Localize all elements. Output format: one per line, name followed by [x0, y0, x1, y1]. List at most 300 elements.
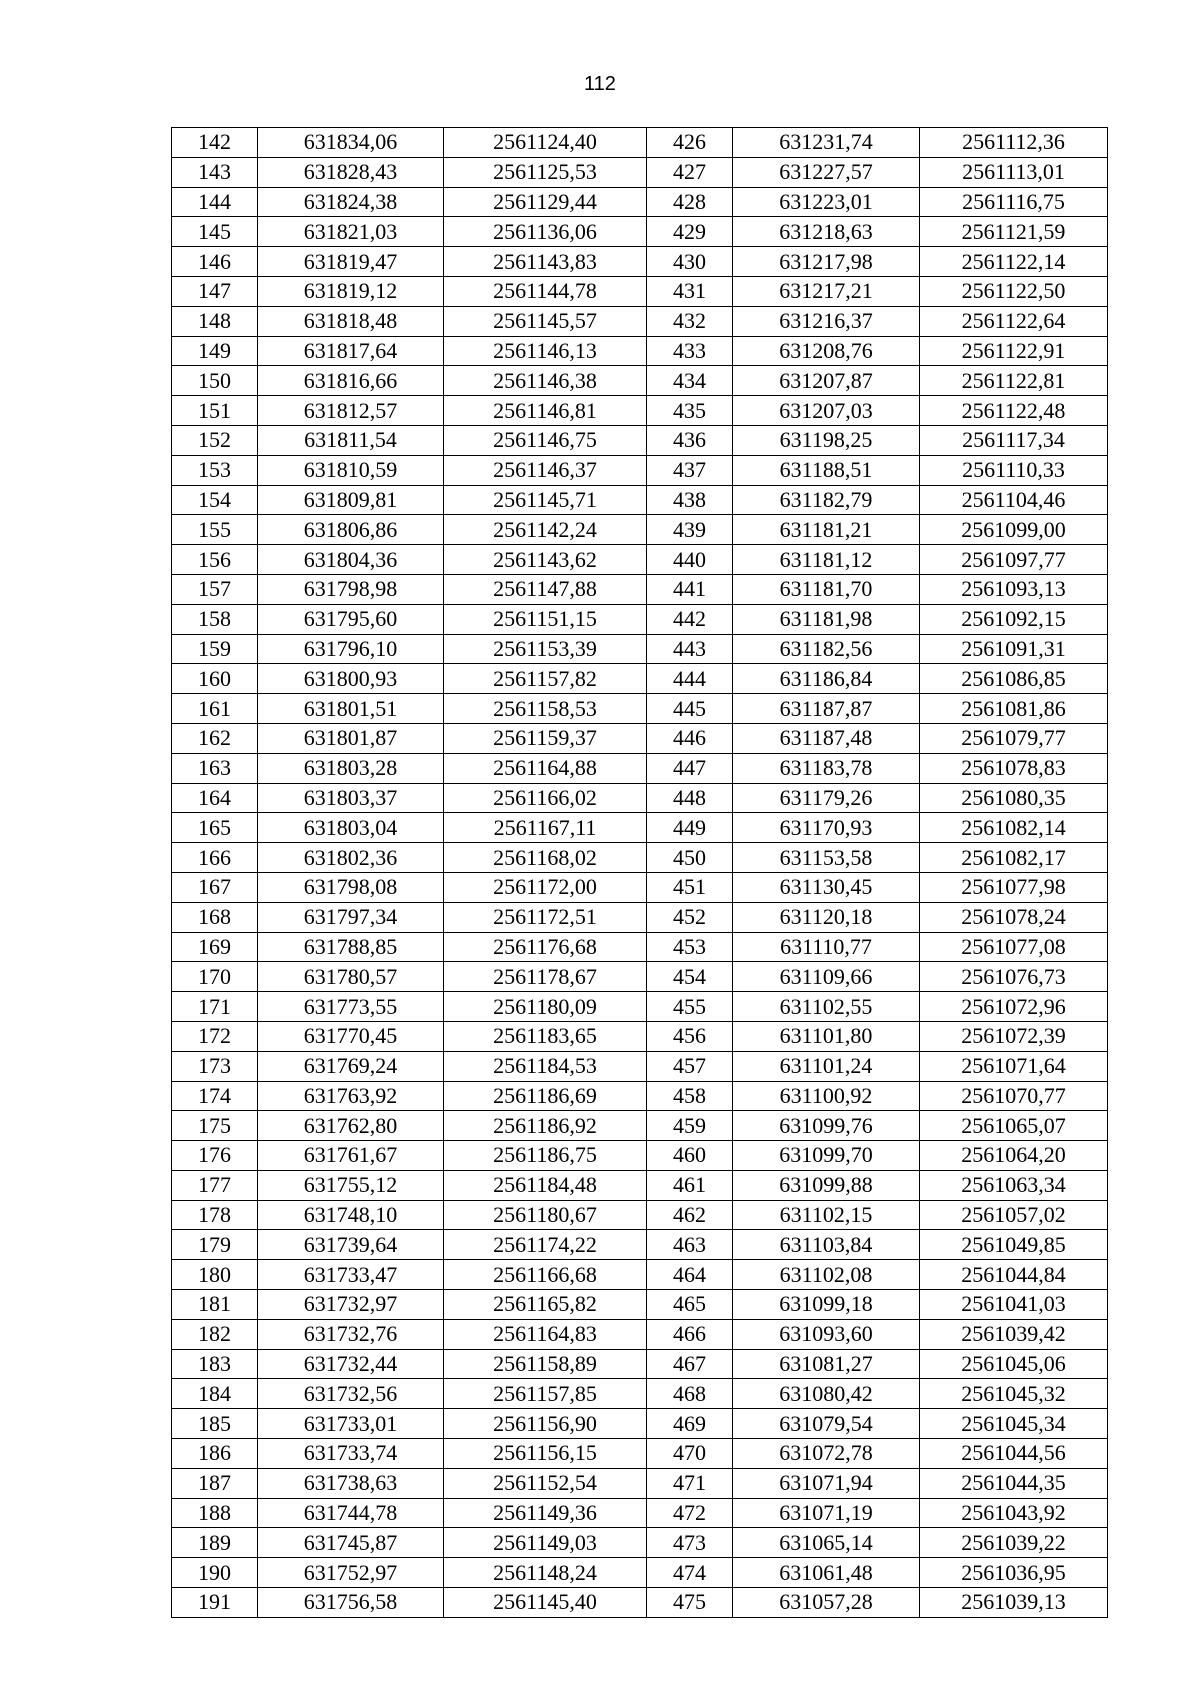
x-coordinate-cell: 631099,76 — [733, 1111, 920, 1141]
y-coordinate-cell: 2561078,83 — [920, 753, 1108, 783]
x-coordinate-cell: 631216,37 — [733, 306, 920, 336]
y-coordinate-cell: 2561164,83 — [444, 1319, 647, 1349]
x-coordinate-cell: 631773,55 — [258, 992, 444, 1022]
point-number-cell: 179 — [172, 1230, 258, 1260]
y-coordinate-cell: 2561093,13 — [920, 574, 1108, 604]
point-number-cell: 457 — [647, 1051, 733, 1081]
table-row — [172, 574, 1108, 604]
y-coordinate-cell: 2561149,03 — [444, 1528, 647, 1558]
x-coordinate-cell: 631153,58 — [733, 843, 920, 873]
y-coordinate-cell: 2561092,15 — [920, 604, 1108, 634]
y-coordinate-cell: 2561146,81 — [444, 396, 647, 426]
point-number-cell: 157 — [172, 574, 258, 604]
table-row — [172, 1230, 1108, 1260]
point-number-cell: 426 — [647, 128, 733, 158]
point-number-cell: 469 — [647, 1409, 733, 1439]
y-coordinate-cell: 2561143,62 — [444, 545, 647, 575]
point-number-cell: 145 — [172, 217, 258, 247]
x-coordinate-cell: 631182,79 — [733, 485, 920, 515]
point-number-cell: 438 — [647, 485, 733, 515]
y-coordinate-cell: 2561045,06 — [920, 1349, 1108, 1379]
point-number-cell: 455 — [647, 992, 733, 1022]
y-coordinate-cell: 2561129,44 — [444, 187, 647, 217]
table-row — [172, 306, 1108, 336]
table-row — [172, 1170, 1108, 1200]
point-number-cell: 159 — [172, 634, 258, 664]
point-number-cell: 464 — [647, 1260, 733, 1290]
x-coordinate-cell: 631795,60 — [258, 604, 444, 634]
x-coordinate-cell: 631812,57 — [258, 396, 444, 426]
point-number-cell: 437 — [647, 455, 733, 485]
x-coordinate-cell: 631071,94 — [733, 1468, 920, 1498]
x-coordinate-cell: 631816,66 — [258, 366, 444, 396]
point-number-cell: 190 — [172, 1558, 258, 1588]
x-coordinate-cell: 631803,37 — [258, 783, 444, 813]
x-coordinate-cell: 631187,48 — [733, 723, 920, 753]
x-coordinate-cell: 631803,28 — [258, 753, 444, 783]
point-number-cell: 446 — [647, 723, 733, 753]
point-number-cell: 142 — [172, 128, 258, 158]
point-number-cell: 191 — [172, 1588, 258, 1618]
point-number-cell: 154 — [172, 485, 258, 515]
point-number-cell: 156 — [172, 545, 258, 575]
x-coordinate-cell: 631207,87 — [733, 366, 920, 396]
x-coordinate-cell: 631809,81 — [258, 485, 444, 515]
x-coordinate-cell: 631130,45 — [733, 872, 920, 902]
point-number-cell: 450 — [647, 843, 733, 873]
y-coordinate-cell: 2561081,86 — [920, 694, 1108, 724]
point-number-cell: 147 — [172, 276, 258, 306]
table-row — [172, 723, 1108, 753]
y-coordinate-cell: 2561080,35 — [920, 783, 1108, 813]
point-number-cell: 470 — [647, 1439, 733, 1469]
y-coordinate-cell: 2561165,82 — [444, 1290, 647, 1320]
y-coordinate-cell: 2561082,17 — [920, 843, 1108, 873]
x-coordinate-cell: 631817,64 — [258, 336, 444, 366]
table-row — [172, 1558, 1108, 1588]
x-coordinate-cell: 631182,56 — [733, 634, 920, 664]
point-number-cell: 143 — [172, 157, 258, 187]
y-coordinate-cell: 2561122,81 — [920, 366, 1108, 396]
x-coordinate-cell: 631745,87 — [258, 1528, 444, 1558]
point-number-cell: 151 — [172, 396, 258, 426]
y-coordinate-cell: 2561172,51 — [444, 902, 647, 932]
y-coordinate-cell: 2561180,67 — [444, 1200, 647, 1230]
point-number-cell: 460 — [647, 1141, 733, 1171]
point-number-cell: 449 — [647, 813, 733, 843]
y-coordinate-cell: 2561146,13 — [444, 336, 647, 366]
table-row — [172, 1111, 1108, 1141]
x-coordinate-cell: 631752,97 — [258, 1558, 444, 1588]
point-number-cell: 188 — [172, 1498, 258, 1528]
x-coordinate-cell: 631804,36 — [258, 545, 444, 575]
x-coordinate-cell: 631744,78 — [258, 1498, 444, 1528]
x-coordinate-cell: 631798,98 — [258, 574, 444, 604]
point-number-cell: 176 — [172, 1141, 258, 1171]
y-coordinate-cell: 2561180,09 — [444, 992, 647, 1022]
x-coordinate-cell: 631788,85 — [258, 932, 444, 962]
point-number-cell: 447 — [647, 753, 733, 783]
x-coordinate-cell: 631732,97 — [258, 1290, 444, 1320]
point-number-cell: 167 — [172, 872, 258, 902]
x-coordinate-cell: 631796,10 — [258, 634, 444, 664]
y-coordinate-cell: 2561097,77 — [920, 545, 1108, 575]
point-number-cell: 170 — [172, 962, 258, 992]
y-coordinate-cell: 2561110,33 — [920, 455, 1108, 485]
x-coordinate-cell: 631227,57 — [733, 157, 920, 187]
x-coordinate-cell: 631769,24 — [258, 1051, 444, 1081]
point-number-cell: 152 — [172, 425, 258, 455]
table-row — [172, 217, 1108, 247]
point-number-cell: 160 — [172, 664, 258, 694]
point-number-cell: 148 — [172, 306, 258, 336]
y-coordinate-cell: 2561186,69 — [444, 1081, 647, 1111]
y-coordinate-cell: 2561070,77 — [920, 1081, 1108, 1111]
x-coordinate-cell: 631824,38 — [258, 187, 444, 217]
y-coordinate-cell: 2561122,91 — [920, 336, 1108, 366]
point-number-cell: 189 — [172, 1528, 258, 1558]
x-coordinate-cell: 631828,43 — [258, 157, 444, 187]
point-number-cell: 458 — [647, 1081, 733, 1111]
y-coordinate-cell: 2561184,53 — [444, 1051, 647, 1081]
point-number-cell: 475 — [647, 1588, 733, 1618]
x-coordinate-cell: 631802,36 — [258, 843, 444, 873]
point-number-cell: 454 — [647, 962, 733, 992]
x-coordinate-cell: 631801,51 — [258, 694, 444, 724]
y-coordinate-cell: 2561063,34 — [920, 1170, 1108, 1200]
x-coordinate-cell: 631733,01 — [258, 1409, 444, 1439]
x-coordinate-cell: 631120,18 — [733, 902, 920, 932]
point-number-cell: 162 — [172, 723, 258, 753]
x-coordinate-cell: 631099,70 — [733, 1141, 920, 1171]
x-coordinate-cell: 631800,93 — [258, 664, 444, 694]
y-coordinate-cell: 2561152,54 — [444, 1468, 647, 1498]
x-coordinate-cell: 631101,80 — [733, 1021, 920, 1051]
y-coordinate-cell: 2561078,24 — [920, 902, 1108, 932]
point-number-cell: 439 — [647, 515, 733, 545]
table-row — [172, 813, 1108, 843]
table-row — [172, 872, 1108, 902]
y-coordinate-cell: 2561045,32 — [920, 1379, 1108, 1409]
point-number-cell: 466 — [647, 1319, 733, 1349]
point-number-cell: 153 — [172, 455, 258, 485]
table-row — [172, 515, 1108, 545]
table-row — [172, 157, 1108, 187]
table-row — [172, 366, 1108, 396]
y-coordinate-cell: 2561043,92 — [920, 1498, 1108, 1528]
y-coordinate-cell: 2561183,65 — [444, 1021, 647, 1051]
point-number-cell: 187 — [172, 1468, 258, 1498]
y-coordinate-cell: 2561122,50 — [920, 276, 1108, 306]
point-number-cell: 448 — [647, 783, 733, 813]
y-coordinate-cell: 2561122,64 — [920, 306, 1108, 336]
table-row — [172, 425, 1108, 455]
x-coordinate-cell: 631170,93 — [733, 813, 920, 843]
y-coordinate-cell: 2561116,75 — [920, 187, 1108, 217]
table-row — [172, 187, 1108, 217]
y-coordinate-cell: 2561125,53 — [444, 157, 647, 187]
y-coordinate-cell: 2561039,22 — [920, 1528, 1108, 1558]
y-coordinate-cell: 2561112,36 — [920, 128, 1108, 158]
x-coordinate-cell: 631099,88 — [733, 1170, 920, 1200]
x-coordinate-cell: 631102,08 — [733, 1260, 920, 1290]
y-coordinate-cell: 2561146,38 — [444, 366, 647, 396]
point-number-cell: 166 — [172, 843, 258, 873]
x-coordinate-cell: 631186,84 — [733, 664, 920, 694]
point-number-cell: 182 — [172, 1319, 258, 1349]
x-coordinate-cell: 631110,77 — [733, 932, 920, 962]
y-coordinate-cell: 2561186,92 — [444, 1111, 647, 1141]
y-coordinate-cell: 2561086,85 — [920, 664, 1108, 694]
table-row — [172, 1379, 1108, 1409]
x-coordinate-cell: 631763,92 — [258, 1081, 444, 1111]
point-number-cell: 467 — [647, 1349, 733, 1379]
point-number-cell: 158 — [172, 604, 258, 634]
table-row — [172, 902, 1108, 932]
point-number-cell: 463 — [647, 1230, 733, 1260]
y-coordinate-cell: 2561077,98 — [920, 872, 1108, 902]
x-coordinate-cell: 631739,64 — [258, 1230, 444, 1260]
point-number-cell: 461 — [647, 1170, 733, 1200]
y-coordinate-cell: 2561039,42 — [920, 1319, 1108, 1349]
y-coordinate-cell: 2561145,57 — [444, 306, 647, 336]
table-row — [172, 694, 1108, 724]
table-row — [172, 1409, 1108, 1439]
x-coordinate-cell: 631755,12 — [258, 1170, 444, 1200]
x-coordinate-cell: 631188,51 — [733, 455, 920, 485]
point-number-cell: 173 — [172, 1051, 258, 1081]
x-coordinate-cell: 631080,42 — [733, 1379, 920, 1409]
y-coordinate-cell: 2561045,34 — [920, 1409, 1108, 1439]
x-coordinate-cell: 631756,58 — [258, 1588, 444, 1618]
point-number-cell: 436 — [647, 425, 733, 455]
x-coordinate-cell: 631102,15 — [733, 1200, 920, 1230]
table-row — [172, 336, 1108, 366]
x-coordinate-cell: 631217,98 — [733, 247, 920, 277]
point-number-cell: 459 — [647, 1111, 733, 1141]
table-row — [172, 276, 1108, 306]
point-number-cell: 430 — [647, 247, 733, 277]
x-coordinate-cell: 631103,84 — [733, 1230, 920, 1260]
y-coordinate-cell: 2561145,71 — [444, 485, 647, 515]
y-coordinate-cell: 2561147,88 — [444, 574, 647, 604]
point-number-cell: 472 — [647, 1498, 733, 1528]
point-number-cell: 168 — [172, 902, 258, 932]
x-coordinate-cell: 631183,78 — [733, 753, 920, 783]
table-row — [172, 1021, 1108, 1051]
x-coordinate-cell: 631761,67 — [258, 1141, 444, 1171]
x-coordinate-cell: 631181,70 — [733, 574, 920, 604]
y-coordinate-cell: 2561041,03 — [920, 1290, 1108, 1320]
table-row — [172, 1200, 1108, 1230]
y-coordinate-cell: 2561039,13 — [920, 1588, 1108, 1618]
point-number-cell: 183 — [172, 1349, 258, 1379]
y-coordinate-cell: 2561148,24 — [444, 1558, 647, 1588]
y-coordinate-cell: 2561072,96 — [920, 992, 1108, 1022]
table-row — [172, 783, 1108, 813]
point-number-cell: 440 — [647, 545, 733, 575]
y-coordinate-cell: 2561186,75 — [444, 1141, 647, 1171]
x-coordinate-cell: 631733,74 — [258, 1439, 444, 1469]
x-coordinate-cell: 631811,54 — [258, 425, 444, 455]
point-number-cell: 181 — [172, 1290, 258, 1320]
x-coordinate-cell: 631818,48 — [258, 306, 444, 336]
y-coordinate-cell: 2561149,36 — [444, 1498, 647, 1528]
point-number-cell: 165 — [172, 813, 258, 843]
point-number-cell: 434 — [647, 366, 733, 396]
page-number: 112 — [584, 73, 616, 95]
y-coordinate-cell: 2561156,15 — [444, 1439, 647, 1469]
table-row — [172, 1081, 1108, 1111]
table-row — [172, 1498, 1108, 1528]
x-coordinate-cell: 631821,03 — [258, 217, 444, 247]
table-row — [172, 634, 1108, 664]
point-number-cell: 433 — [647, 336, 733, 366]
x-coordinate-cell: 631181,21 — [733, 515, 920, 545]
x-coordinate-cell: 631079,54 — [733, 1409, 920, 1439]
x-coordinate-cell: 631057,28 — [733, 1588, 920, 1618]
y-coordinate-cell: 2561071,64 — [920, 1051, 1108, 1081]
x-coordinate-cell: 631732,76 — [258, 1319, 444, 1349]
y-coordinate-cell: 2561146,37 — [444, 455, 647, 485]
x-coordinate-cell: 631748,10 — [258, 1200, 444, 1230]
point-number-cell: 435 — [647, 396, 733, 426]
y-coordinate-cell: 2561049,85 — [920, 1230, 1108, 1260]
point-number-cell: 161 — [172, 694, 258, 724]
point-number-cell: 429 — [647, 217, 733, 247]
x-coordinate-cell: 631218,63 — [733, 217, 920, 247]
y-coordinate-cell: 2561065,07 — [920, 1111, 1108, 1141]
point-number-cell: 149 — [172, 336, 258, 366]
point-number-cell: 172 — [172, 1021, 258, 1051]
y-coordinate-cell: 2561168,02 — [444, 843, 647, 873]
x-coordinate-cell: 631797,34 — [258, 902, 444, 932]
y-coordinate-cell: 2561178,67 — [444, 962, 647, 992]
point-number-cell: 427 — [647, 157, 733, 187]
x-coordinate-cell: 631733,47 — [258, 1260, 444, 1290]
y-coordinate-cell: 2561082,14 — [920, 813, 1108, 843]
table-row — [172, 932, 1108, 962]
y-coordinate-cell: 2561121,59 — [920, 217, 1108, 247]
y-coordinate-cell: 2561122,48 — [920, 396, 1108, 426]
point-number-cell: 441 — [647, 574, 733, 604]
x-coordinate-cell: 631109,66 — [733, 962, 920, 992]
point-number-cell: 184 — [172, 1379, 258, 1409]
table-row — [172, 1349, 1108, 1379]
y-coordinate-cell: 2561158,89 — [444, 1349, 647, 1379]
point-number-cell: 169 — [172, 932, 258, 962]
x-coordinate-cell: 631065,14 — [733, 1528, 920, 1558]
y-coordinate-cell: 2561184,48 — [444, 1170, 647, 1200]
y-coordinate-cell: 2561172,00 — [444, 872, 647, 902]
y-coordinate-cell: 2561164,88 — [444, 753, 647, 783]
table-row — [172, 128, 1108, 158]
point-number-cell: 146 — [172, 247, 258, 277]
table-row — [172, 1468, 1108, 1498]
point-number-cell: 180 — [172, 1260, 258, 1290]
point-number-cell: 150 — [172, 366, 258, 396]
x-coordinate-cell: 631231,74 — [733, 128, 920, 158]
table-row — [172, 1588, 1108, 1618]
table-row — [172, 1141, 1108, 1171]
y-coordinate-cell: 2561117,34 — [920, 425, 1108, 455]
y-coordinate-cell: 2561113,01 — [920, 157, 1108, 187]
y-coordinate-cell: 2561122,14 — [920, 247, 1108, 277]
y-coordinate-cell: 2561157,85 — [444, 1379, 647, 1409]
y-coordinate-cell: 2561044,35 — [920, 1468, 1108, 1498]
point-number-cell: 444 — [647, 664, 733, 694]
x-coordinate-cell: 631072,78 — [733, 1439, 920, 1469]
y-coordinate-cell: 2561144,78 — [444, 276, 647, 306]
x-coordinate-cell: 631181,98 — [733, 604, 920, 634]
point-number-cell: 171 — [172, 992, 258, 1022]
table-row — [172, 664, 1108, 694]
x-coordinate-cell: 631181,12 — [733, 545, 920, 575]
x-coordinate-cell: 631179,26 — [733, 783, 920, 813]
x-coordinate-cell: 631207,03 — [733, 396, 920, 426]
x-coordinate-cell: 631834,06 — [258, 128, 444, 158]
y-coordinate-cell: 2561076,73 — [920, 962, 1108, 992]
point-number-cell: 462 — [647, 1200, 733, 1230]
coordinates-table — [171, 127, 1108, 1618]
x-coordinate-cell: 631223,01 — [733, 187, 920, 217]
point-number-cell: 445 — [647, 694, 733, 724]
y-coordinate-cell: 2561044,56 — [920, 1439, 1108, 1469]
point-number-cell: 451 — [647, 872, 733, 902]
x-coordinate-cell: 631803,04 — [258, 813, 444, 843]
y-coordinate-cell: 2561142,24 — [444, 515, 647, 545]
y-coordinate-cell: 2561166,68 — [444, 1260, 647, 1290]
x-coordinate-cell: 631810,59 — [258, 455, 444, 485]
point-number-cell: 155 — [172, 515, 258, 545]
table-row — [172, 753, 1108, 783]
point-number-cell: 186 — [172, 1439, 258, 1469]
table-row — [172, 1260, 1108, 1290]
point-number-cell: 456 — [647, 1021, 733, 1051]
y-coordinate-cell: 2561064,20 — [920, 1141, 1108, 1171]
table-row — [172, 485, 1108, 515]
table-row — [172, 545, 1108, 575]
point-number-cell: 468 — [647, 1379, 733, 1409]
x-coordinate-cell: 631762,80 — [258, 1111, 444, 1141]
coordinates-table-body — [172, 128, 1108, 1618]
table-row — [172, 604, 1108, 634]
y-coordinate-cell: 2561153,39 — [444, 634, 647, 664]
point-number-cell: 474 — [647, 1558, 733, 1588]
point-number-cell: 453 — [647, 932, 733, 962]
x-coordinate-cell: 631801,87 — [258, 723, 444, 753]
point-number-cell: 452 — [647, 902, 733, 932]
x-coordinate-cell: 631770,45 — [258, 1021, 444, 1051]
point-number-cell: 175 — [172, 1111, 258, 1141]
y-coordinate-cell: 2561159,37 — [444, 723, 647, 753]
point-number-cell: 442 — [647, 604, 733, 634]
y-coordinate-cell: 2561036,95 — [920, 1558, 1108, 1588]
y-coordinate-cell: 2561146,75 — [444, 425, 647, 455]
x-coordinate-cell: 631071,19 — [733, 1498, 920, 1528]
y-coordinate-cell: 2561104,46 — [920, 485, 1108, 515]
y-coordinate-cell: 2561166,02 — [444, 783, 647, 813]
y-coordinate-cell: 2561158,53 — [444, 694, 647, 724]
table-row — [172, 1439, 1108, 1469]
x-coordinate-cell: 631819,12 — [258, 276, 444, 306]
y-coordinate-cell: 2561136,06 — [444, 217, 647, 247]
point-number-cell: 178 — [172, 1200, 258, 1230]
point-number-cell: 164 — [172, 783, 258, 813]
point-number-cell: 432 — [647, 306, 733, 336]
x-coordinate-cell: 631819,47 — [258, 247, 444, 277]
y-coordinate-cell: 2561156,90 — [444, 1409, 647, 1439]
